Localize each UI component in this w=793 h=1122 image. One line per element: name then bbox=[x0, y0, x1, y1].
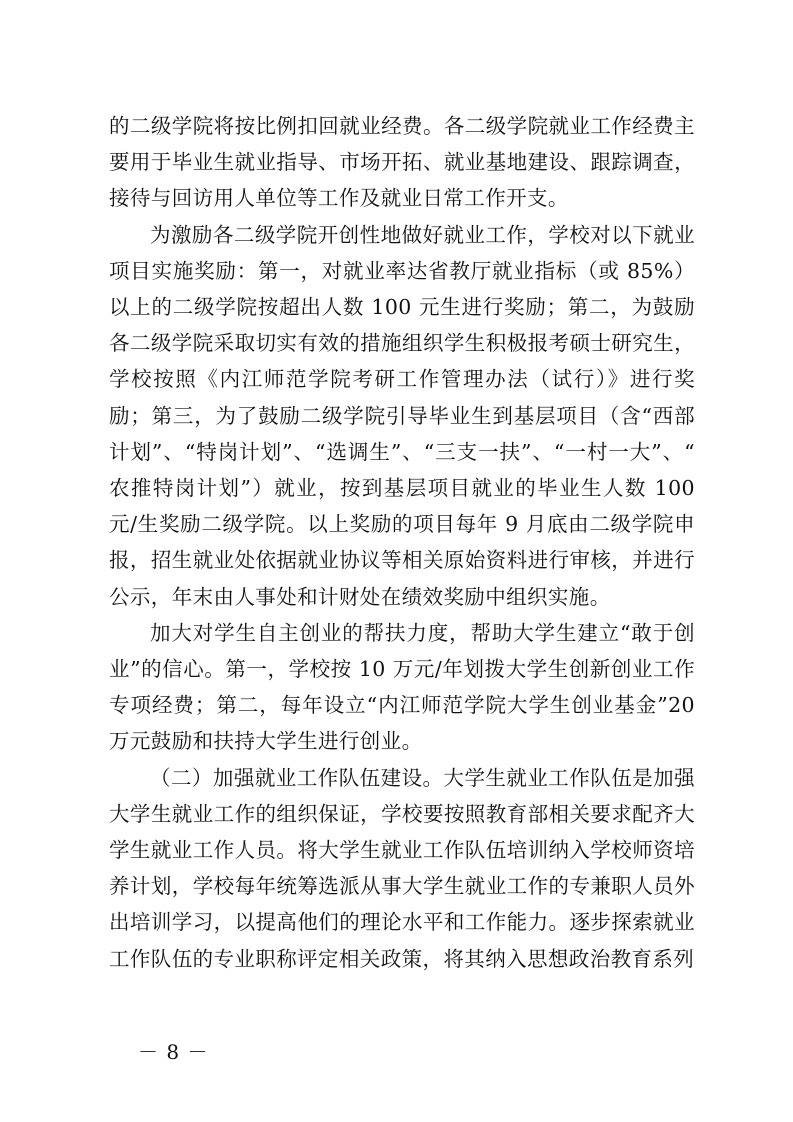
paragraph-incentives: 为激励各二级学院开创性地做好就业工作，学校对以下就业项目实施奖励：第一，对就业率达省教厅就业指标（或 85%）以上的二级学院按超出人数 100 元生进行奖励；第二，为鼓励各二级学院采取切实有效的措施组织学生积极报考硕士研究生，学校按照《内江师范学院考研工作管理办法（试行）》进行奖励；第三，为了鼓励二级学院引导毕业生到基层项目（含“西部计划”、“特岗计划”、“选调生”、“三支一扶”、“一村一大”、“ 农推特岗计划”）就业，按到基层项目就业的毕业生人数 100 元/生奖励二级学院。以上奖励的项目每年 9 月底由二级学院申报，招生就业处依据就业协议等相关原始资料进行审核，并进行公示，年末由人事处和计财处在绩效奖励中组织实施。 bbox=[109, 222, 695, 609]
paragraph-team-building: （二）加强就业工作队伍建设。大学生就业工作队伍是加强大学生就业工作的组织保证，学校要按照教育部相关要求配齐大学生就业工作人员。将大学生就业工作队伍培训纳入学校师资培养计划，学校每年统筹选派从事大学生就业工作的专兼职人员外出培训学习，以提高他们的理论水平和工作能力。逐步探索就业工作队伍的专业职称评定相关政策，将其纳入思想政治教育系列 bbox=[109, 765, 695, 971]
paragraph-entrepreneurship: 加大对学生自主创业的帮扶力度，帮助大学生建立“敢于创业”的信心。第一，学校按 10 万元/年划拨大学生创新创业工作专项经费；第二，每年设立“内江师范学院大学生创业基金”20 万元鼓励和扶持大学生进行创业。 bbox=[109, 620, 695, 754]
paragraph-continuation: 的二级学院将按比例扣回就业经费。各二级学院就业工作经费主要用于毕业生就业指导、市场开拓、就业基地建设、跟踪调查，接待与回访用人单位等工作及就业日常工作开支。 bbox=[109, 114, 695, 211]
page-number: － 8 － bbox=[138, 1040, 209, 1064]
document-body bbox=[109, 108, 695, 977]
